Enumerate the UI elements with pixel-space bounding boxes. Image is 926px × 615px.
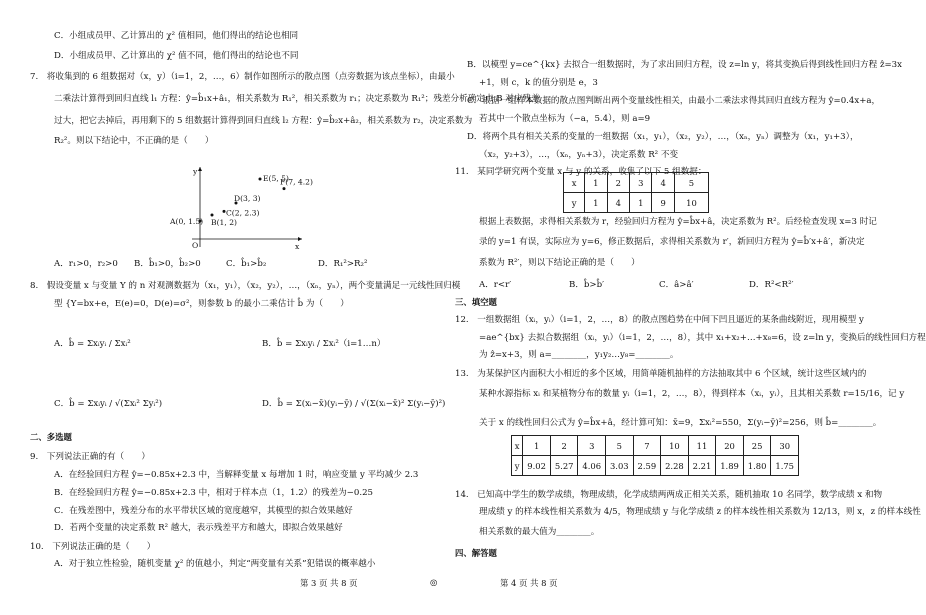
text-line: 10. 下列说法正确的是（ ） <box>30 542 156 552</box>
text-line: C．小组成员甲、乙计算出的 χ² 值相同，他们得出的结论也相同 <box>54 31 299 41</box>
data-point-label: E(5, 5) <box>263 174 289 183</box>
footer-right-page-number: 第 4 页 共 8 页 <box>500 578 558 588</box>
table-cell: 5 <box>606 436 634 456</box>
text-line: 根据上表数据，求得相关系数为 r，经验回归方程为 ŷ=b̂x+â，决定系数为 R²。后经检查发现 x=3 时记 <box>479 217 877 227</box>
table-row-x <box>564 173 709 193</box>
text-line: 14. 已知高中学生的数学成绩，物理成绩，化学成绩两两成正相关关系，随机抽取 10 名同学，数学成绩 x 和物 <box>455 490 883 500</box>
text-line: C．b̂ = Σxᵢyᵢ / √(Σxᵢ² Σyᵢ²) <box>54 399 163 409</box>
text-line: 为 ẑ=x+3，则 a=________，y₁y₂…y₈=________。 <box>479 350 679 360</box>
table-header-cell: x <box>564 173 585 193</box>
text-line: 13. 为某保护区内面积大小相近的多个区域，用简单随机抽样的方法抽取其中 6 个区域，统计这些区域内的 <box>455 369 867 379</box>
table-cell: 3 <box>630 173 652 193</box>
footer-left-page-number: 第 3 页 共 8 页 <box>300 578 358 588</box>
text-line: A．r₁>0，r₂>0 <box>54 259 118 269</box>
table-cell: 3 <box>578 436 606 456</box>
table-row-x <box>512 436 799 456</box>
table-cell: 20 <box>716 436 744 456</box>
text-line: 7. 将收集到的 6 组数据对（x，y）（i=1，2，…，6）制作如图所示的散点图（点旁数据为该点坐标），由最小 <box>30 72 455 82</box>
text-line: =ae^{bx} 去拟合数据组（xᵢ，yᵢ）（i=1，2，…，8），其中 x₁+x₂+…+x₈=6，设 z=ln y，变换后的线性回归方程 <box>479 333 926 343</box>
table-cell: 1.80 <box>743 456 771 476</box>
table-cell: 25 <box>743 436 771 456</box>
text-line: B．b̂>b̂′ <box>569 280 605 290</box>
text-line: A．在经验回归方程 ŷ=−0.85x+2.3 中，当解释变量 x 每增加 1 时，响应变量 y 平均减少 2.3 <box>54 470 419 480</box>
text-line: D．若两个变量的决定系数 R² 越大，表示残差平方和越大，即拟合效果越好 <box>54 523 343 533</box>
table-cell: 1 <box>585 173 607 193</box>
y-axis-arrow <box>198 167 202 171</box>
text-line: 11. 某同学研究两个变量 x 与 y 的关系，收集了以下 5 组数据： <box>455 167 707 177</box>
table-row-y <box>512 456 799 476</box>
text-line: A．对于独立性检验，随机变量 χ² 的值越小，判定“两变量有关系”犯错误的概率越小 <box>54 559 376 569</box>
text-line: 型 {Y=bx+e，E(e)=0，D(e)=σ²，则参数 b 的最小二乘估计 b̂ 为（ ） <box>54 299 349 309</box>
text-line: 录的 y=1 有误，实际应为 y=6，修正数据后，求得相关系数为 r′，新回归方程为 ŷ=b̂′x+â′，新决定 <box>479 237 865 247</box>
data-point <box>283 187 286 190</box>
y-axis-label: y <box>193 167 198 176</box>
table-cell: 10 <box>674 193 708 213</box>
text-line: B．b̂₁>0，b̂₂>0 <box>134 259 201 269</box>
text-line: 关于 x 的线性回归公式为 ŷ=b̂x+â，经计算可知：x̄=9，Σxᵢ²=550，Σ(yᵢ−ȳ)²=256，则 b̂=________。 <box>479 418 882 428</box>
data-point-label: D(3, 3) <box>234 194 261 203</box>
text-line: 12. 一组数据组（xᵢ，yᵢ）（i=1，2，…，8）的散点图趋势在中间下凹且逼近的某条曲线附近，现用模型 y <box>455 315 864 325</box>
data-point-label: B(1, 2) <box>211 218 237 227</box>
data-point <box>259 178 262 181</box>
text-line: 若其中一个散点坐标为（−a，5.4），则 a=9 <box>479 114 651 124</box>
text-line: 相关系数的最大值为________。 <box>479 527 600 537</box>
text-line: +1，则 c，k 的值分别是 e，3 <box>479 78 598 88</box>
text-line: 8. 假设变量 x 与变量 Y 的 n 对观测数据为（x₁，y₁），（x₂，y₂），…，（xₙ，yₙ），两个变量满足一元线性回归模 <box>30 281 461 291</box>
table-cell: 2.59 <box>633 456 661 476</box>
table-cell: 2 <box>607 173 629 193</box>
table-cell: 1 <box>585 193 607 213</box>
table-cell: 7 <box>633 436 661 456</box>
text-line: 9. 下列说法正确的有（ ） <box>30 452 150 462</box>
text-line: B．b̂ = Σxᵢyᵢ / Σxᵢ²（i=1…n） <box>262 339 386 349</box>
data-table-q13 <box>511 435 799 476</box>
text-line: C．在残差图中，残差分布的水平带状区域的宽度越窄，其模型的拟合效果越好 <box>54 506 353 516</box>
text-line: D．小组成员甲、乙计算出的 χ² 值不同，他们得出的结论也不同 <box>54 51 299 61</box>
table-header-cell: y <box>564 193 585 213</box>
section-heading: 四、解答题 <box>455 548 497 558</box>
text-line: 二乘法计算得到回归直线 l₁ 方程：ŷ=b̂₁x+â₁，相关系数为 R₁²，相关系数为 r₁；决定系数为 R₁²；残差分析确定点 B 对应残差 <box>54 94 540 104</box>
table-cell: 10 <box>661 436 689 456</box>
table-cell: 5 <box>674 173 708 193</box>
text-line: 某种水源指标 xᵢ 和某植物分布的数量 yᵢ（i=1，2，…，8），得到样本（xᵢ，yᵢ），且其相关系数 r=15/16，记 y <box>479 389 905 399</box>
footer-center-mark: ◎ <box>430 577 438 587</box>
text-line: D．R²<R²′ <box>749 280 794 290</box>
text-line: D．b̂ = Σ(xᵢ−x̄)(yᵢ−ȳ) / √(Σ(xᵢ−x̄)² Σ(yᵢ−ȳ)²) <box>262 399 446 409</box>
table-cell: 1.75 <box>771 456 799 476</box>
text-line: C．b̂₁>b̂₂ <box>226 259 267 269</box>
text-line: 过大，把它去掉后，再用剩下的 5 组数据计算得到回归直线 l₂ 方程：ŷ=b̂₂x+â₂，相关系数为 r₂，决定系数为 <box>54 116 473 126</box>
table-cell: 1.89 <box>716 456 744 476</box>
table-cell: 30 <box>771 436 799 456</box>
table-cell: 5.27 <box>550 456 578 476</box>
table-header-cell: y <box>512 456 523 476</box>
text-line: C．根据一组样本数据的散点图判断出两个变量线性相关，由最小二乘法求得其回归直线方程为 ŷ=0.4x+a， <box>467 96 881 106</box>
table-cell: 2.21 <box>688 456 716 476</box>
table-cell: 4 <box>607 193 629 213</box>
text-line: A．b̂ = Σxᵢyᵢ / Σxᵢ² <box>54 339 131 349</box>
x-axis-label: x <box>295 242 300 251</box>
data-point-label: A(0, 1.5) <box>170 217 204 226</box>
table-cell: 9.02 <box>523 456 551 476</box>
text-line: A．r<r′ <box>479 280 512 290</box>
data-point-label: F(7, 4.2) <box>280 177 313 187</box>
text-line: D．将两个具有相关关系的变量的一组数据（x₁，y₁），（x₂，y₂），…，（xₙ，yₙ）调整为（x₁，y₁+3）， <box>467 132 859 142</box>
text-line: 理成绩 y 的样本线性相关系数为 4/5，物理成绩 y 与化学成绩 z 的样本线性相关系数为 12/13，则 x，z 的样本线性 <box>479 507 921 517</box>
table-cell: 1 <box>630 193 652 213</box>
table-cell: 3.03 <box>606 456 634 476</box>
section-heading: 三、填空题 <box>455 297 497 307</box>
data-table-q11 <box>563 172 709 213</box>
table-cell: 9 <box>652 193 674 213</box>
text-line: C．â>â′ <box>659 280 694 290</box>
table-cell: 2.28 <box>661 456 689 476</box>
origin-label: O <box>192 241 199 250</box>
text-line: （x₂，y₂+3），…，（xₙ，yₙ+3），决定系数 R² 不变 <box>479 150 679 160</box>
data-point-label: C(2, 2.3) <box>226 208 260 218</box>
text-line: B．以模型 y=ce^{kx} 去拟合一组数据时，为了求出回归方程，设 z=ln y，将其变换后得到线性回归方程 ẑ=3x <box>467 60 902 70</box>
section-heading: 二、多选题 <box>30 432 72 442</box>
text-line: 系数为 R²′，则以下结论正确的是（ ） <box>479 258 640 268</box>
table-cell: 1 <box>523 436 551 456</box>
table-cell: 4 <box>652 173 674 193</box>
scatter-plot <box>168 163 313 251</box>
table-cell: 2 <box>550 436 578 456</box>
table-row-y <box>564 193 709 213</box>
text-line: D．R₁²>R₂² <box>318 259 368 269</box>
table-cell: 4.06 <box>578 456 606 476</box>
x-axis-arrow <box>298 237 302 241</box>
table-cell: 11 <box>688 436 716 456</box>
text-line: B．在经验回归方程 ŷ=−0.85x+2.3 中，相对于样本点（1，1.2）的残差为−0.25 <box>54 488 374 498</box>
data-point <box>211 214 214 217</box>
table-header-cell: x <box>512 436 523 456</box>
text-line: R₂²。则以下结论中，不正确的是（ ） <box>54 136 214 146</box>
